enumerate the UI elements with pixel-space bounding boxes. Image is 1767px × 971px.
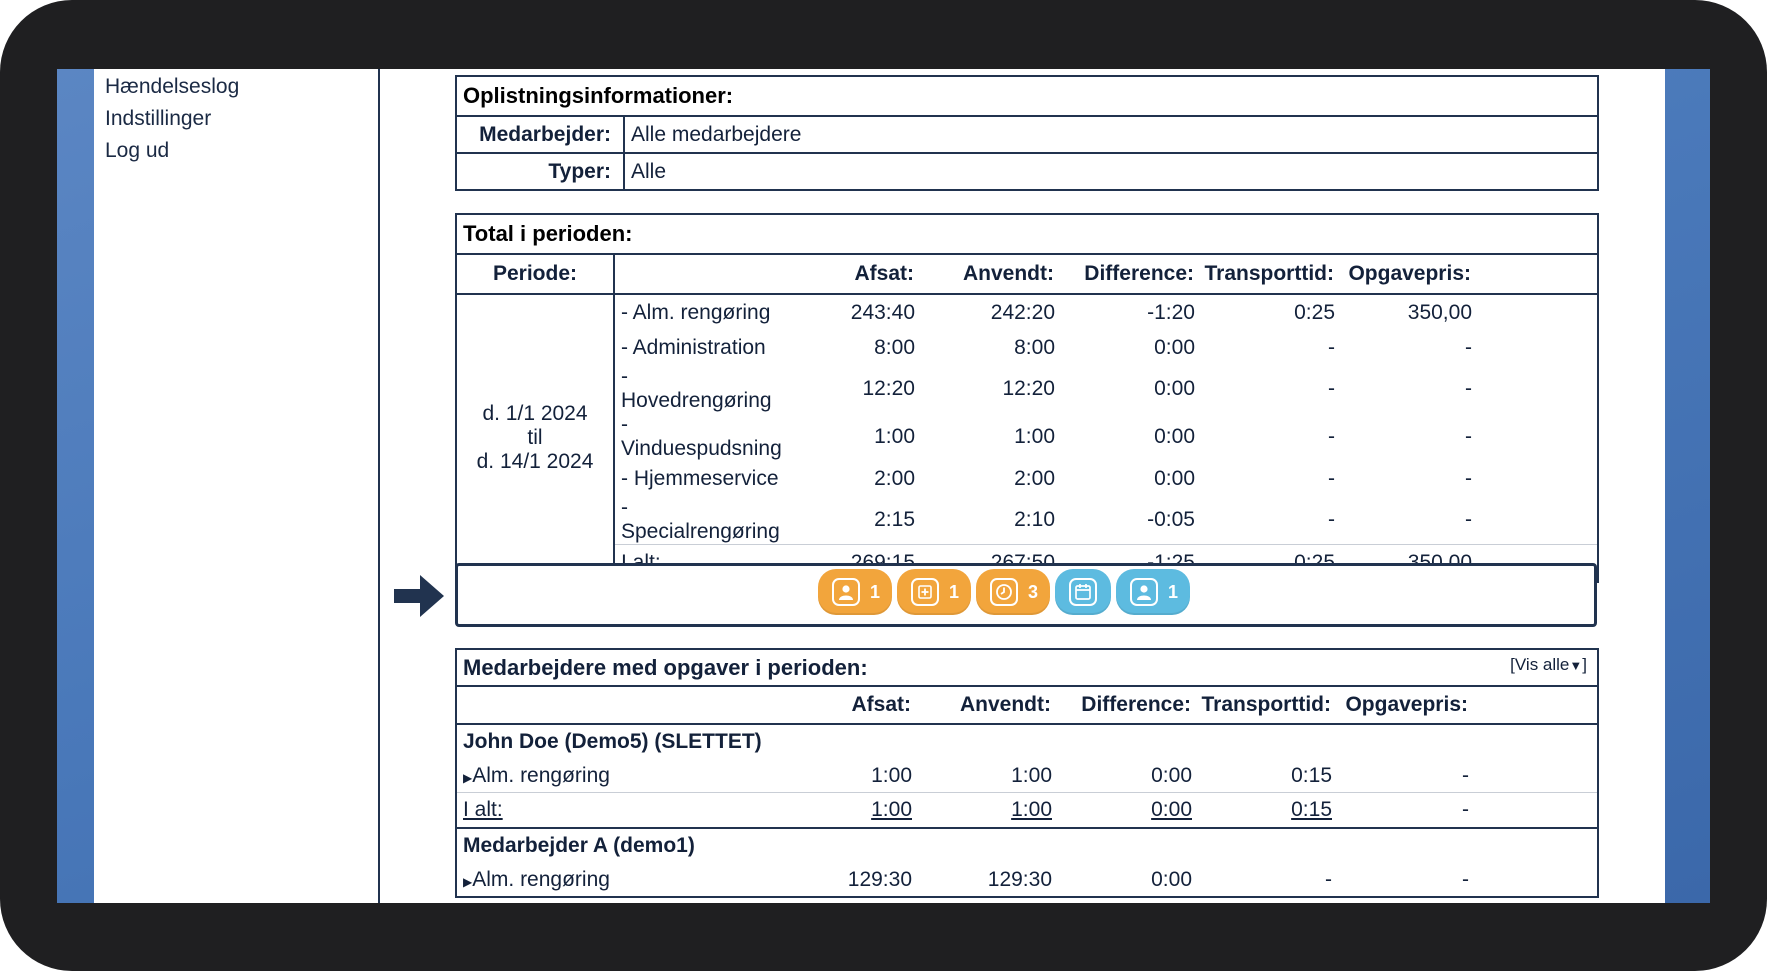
used-value: 1:00 xyxy=(1011,763,1052,787)
period-to: d. 14/1 2024 xyxy=(476,450,594,473)
employee-value: Alle medarbejdere xyxy=(624,117,1597,153)
allocated-value: 1:00 xyxy=(871,763,912,787)
clock-icon xyxy=(990,578,1018,606)
period-cell xyxy=(457,294,614,581)
difference-value: 0:00 xyxy=(1154,377,1195,400)
employee-name: Medarbejder A (demo1) xyxy=(463,834,695,857)
difference-value: 0:00 xyxy=(1151,763,1192,787)
listing-info-panel xyxy=(455,75,1599,191)
price-value: - xyxy=(1465,335,1472,359)
type-name: - Administration xyxy=(621,335,766,359)
employee-blue-badge-button[interactable] xyxy=(1116,569,1190,615)
difference-value: 0:00 xyxy=(1154,335,1195,359)
table-row xyxy=(457,365,1597,413)
price-value: - xyxy=(1465,508,1472,531)
calendar-badge-button[interactable] xyxy=(1055,569,1111,615)
allocated-value: 1:00 xyxy=(874,425,915,448)
table-row xyxy=(457,330,1597,365)
difference-value: 0:00 xyxy=(1154,425,1195,448)
header-used: Anvendt: xyxy=(915,255,1055,294)
price-value: - xyxy=(1462,867,1469,891)
allocated-value: 243:40 xyxy=(850,300,915,324)
allocated-value: 129:30 xyxy=(847,867,912,891)
type-name: Alm. rengøring xyxy=(472,867,610,891)
period-total-panel xyxy=(455,213,1599,583)
sidebar-item-logout[interactable]: Log ud xyxy=(105,139,170,162)
sidebar-item-settings[interactable]: Indstillinger xyxy=(105,107,212,130)
emp-header-used: Anvendt: xyxy=(912,686,1052,724)
sum-label-link[interactable]: I alt: xyxy=(463,798,503,821)
transport-value: - xyxy=(1328,377,1335,400)
types-label: Typer: xyxy=(457,153,624,189)
type-name: - Hovedrengøring xyxy=(621,365,772,412)
show-all-label: [Vis alle xyxy=(1510,654,1570,674)
price-value: - xyxy=(1465,466,1472,490)
emp-header-difference: Difference: xyxy=(1052,686,1192,724)
calendar-icon xyxy=(1069,578,1097,606)
type-name: - Vinduespudsning xyxy=(621,413,782,460)
price-value: - xyxy=(1465,425,1472,448)
sidebar-menu xyxy=(94,69,378,167)
allocated-value: 2:00 xyxy=(874,466,915,490)
sum-used-link[interactable]: 1:00 xyxy=(1011,798,1052,821)
price-value: - xyxy=(1465,377,1472,400)
task-icon-bar xyxy=(455,563,1597,627)
price-value: 350,00 xyxy=(1407,300,1472,324)
emp-header-transport: Transporttid: xyxy=(1192,686,1332,724)
difference-value: -1:20 xyxy=(1147,300,1195,324)
period-from: d. 1/1 2024 xyxy=(482,402,588,425)
difference-value: 0:00 xyxy=(1154,466,1195,490)
transport-value: - xyxy=(1325,867,1332,891)
price-value: - xyxy=(1462,763,1469,787)
type-name: - Alm. rengøring xyxy=(621,300,771,324)
table-row xyxy=(457,413,1597,461)
used-value: 242:20 xyxy=(990,300,1055,324)
transport-value: - xyxy=(1328,466,1335,490)
sum-price-value: - xyxy=(1332,793,1469,829)
plus-square-icon xyxy=(911,578,939,606)
difference-value: 0:00 xyxy=(1151,867,1192,891)
type-name: - Specialrengøring xyxy=(621,496,780,543)
sum-transport-link[interactable]: 0:15 xyxy=(1291,798,1332,821)
allocated-value: 2:15 xyxy=(874,508,915,531)
employee-badge-button[interactable] xyxy=(818,569,892,615)
used-value: 8:00 xyxy=(1014,335,1055,359)
screen xyxy=(57,69,1710,903)
sidebar xyxy=(94,69,380,903)
type-name: Alm. rengøring xyxy=(472,763,610,787)
used-value: 2:00 xyxy=(1014,466,1055,490)
person-icon xyxy=(1130,578,1158,606)
transport-value: 0:25 xyxy=(1294,300,1335,324)
emp-header-allocated: Afsat: xyxy=(781,686,912,724)
badge-count: 1 xyxy=(949,581,960,602)
show-all-end: ] xyxy=(1582,654,1587,674)
header-period: Periode: xyxy=(457,255,614,294)
person-icon xyxy=(832,578,860,606)
time-badge-button[interactable] xyxy=(976,569,1050,615)
transport-value: 0:15 xyxy=(1291,763,1332,787)
transport-value: - xyxy=(1328,335,1335,359)
table-row xyxy=(457,294,1597,330)
add-task-badge-button[interactable] xyxy=(897,569,971,615)
employee-name: John Doe (Demo5) (SLETTET) xyxy=(463,730,762,753)
period-total-title: Total i perioden: xyxy=(457,215,1597,255)
sum-difference-link[interactable]: 0:00 xyxy=(1151,798,1192,821)
header-difference: Difference: xyxy=(1055,255,1195,294)
used-value: 12:20 xyxy=(1002,377,1055,400)
difference-value: -0:05 xyxy=(1147,508,1195,531)
type-name: - Hjemmeservice xyxy=(621,466,779,490)
show-all-dropdown[interactable] xyxy=(1510,655,1587,675)
used-value: 2:10 xyxy=(1014,508,1055,531)
badge-count: 3 xyxy=(1028,581,1039,602)
table-row xyxy=(457,461,1597,496)
header-price: Opgavepris: xyxy=(1335,255,1472,294)
transport-value: - xyxy=(1328,508,1335,531)
table-row[interactable] xyxy=(457,759,1597,793)
listing-info-title: Oplistningsinformationer: xyxy=(457,77,1597,117)
allocated-value: 12:20 xyxy=(862,377,915,400)
employees-panel xyxy=(455,648,1599,898)
allocated-value: 8:00 xyxy=(874,335,915,359)
employees-title: Medarbejdere med opgaver i perioden: xyxy=(463,654,868,680)
caret-right-icon[interactable]: ▶ xyxy=(463,770,473,785)
table-row[interactable] xyxy=(457,863,1597,896)
transport-value: - xyxy=(1328,425,1335,448)
employee-label: Medarbejder: xyxy=(457,117,624,153)
header-transport: Transporttid: xyxy=(1195,255,1335,294)
table-row xyxy=(457,496,1597,545)
sidebar-item-event-log[interactable]: Hændelseslog xyxy=(105,75,240,98)
types-value: Alle xyxy=(631,159,667,183)
badge-count: 1 xyxy=(1168,581,1179,602)
caret-right-icon[interactable]: ▶ xyxy=(463,874,473,889)
sum-allocated-link[interactable]: 1:00 xyxy=(871,798,912,821)
used-value: 1:00 xyxy=(1014,425,1055,448)
emp-header-price: Opgavepris: xyxy=(1332,686,1469,724)
arrow-right-icon xyxy=(394,572,446,620)
used-value: 129:30 xyxy=(987,867,1052,891)
main-content xyxy=(380,69,1665,903)
employee-sum-row xyxy=(457,793,1597,829)
header-allocated: Afsat: xyxy=(784,255,915,294)
period-sep: til xyxy=(527,426,543,449)
badge-count: 1 xyxy=(870,581,881,602)
caret-down-icon: ▼ xyxy=(1569,657,1583,673)
